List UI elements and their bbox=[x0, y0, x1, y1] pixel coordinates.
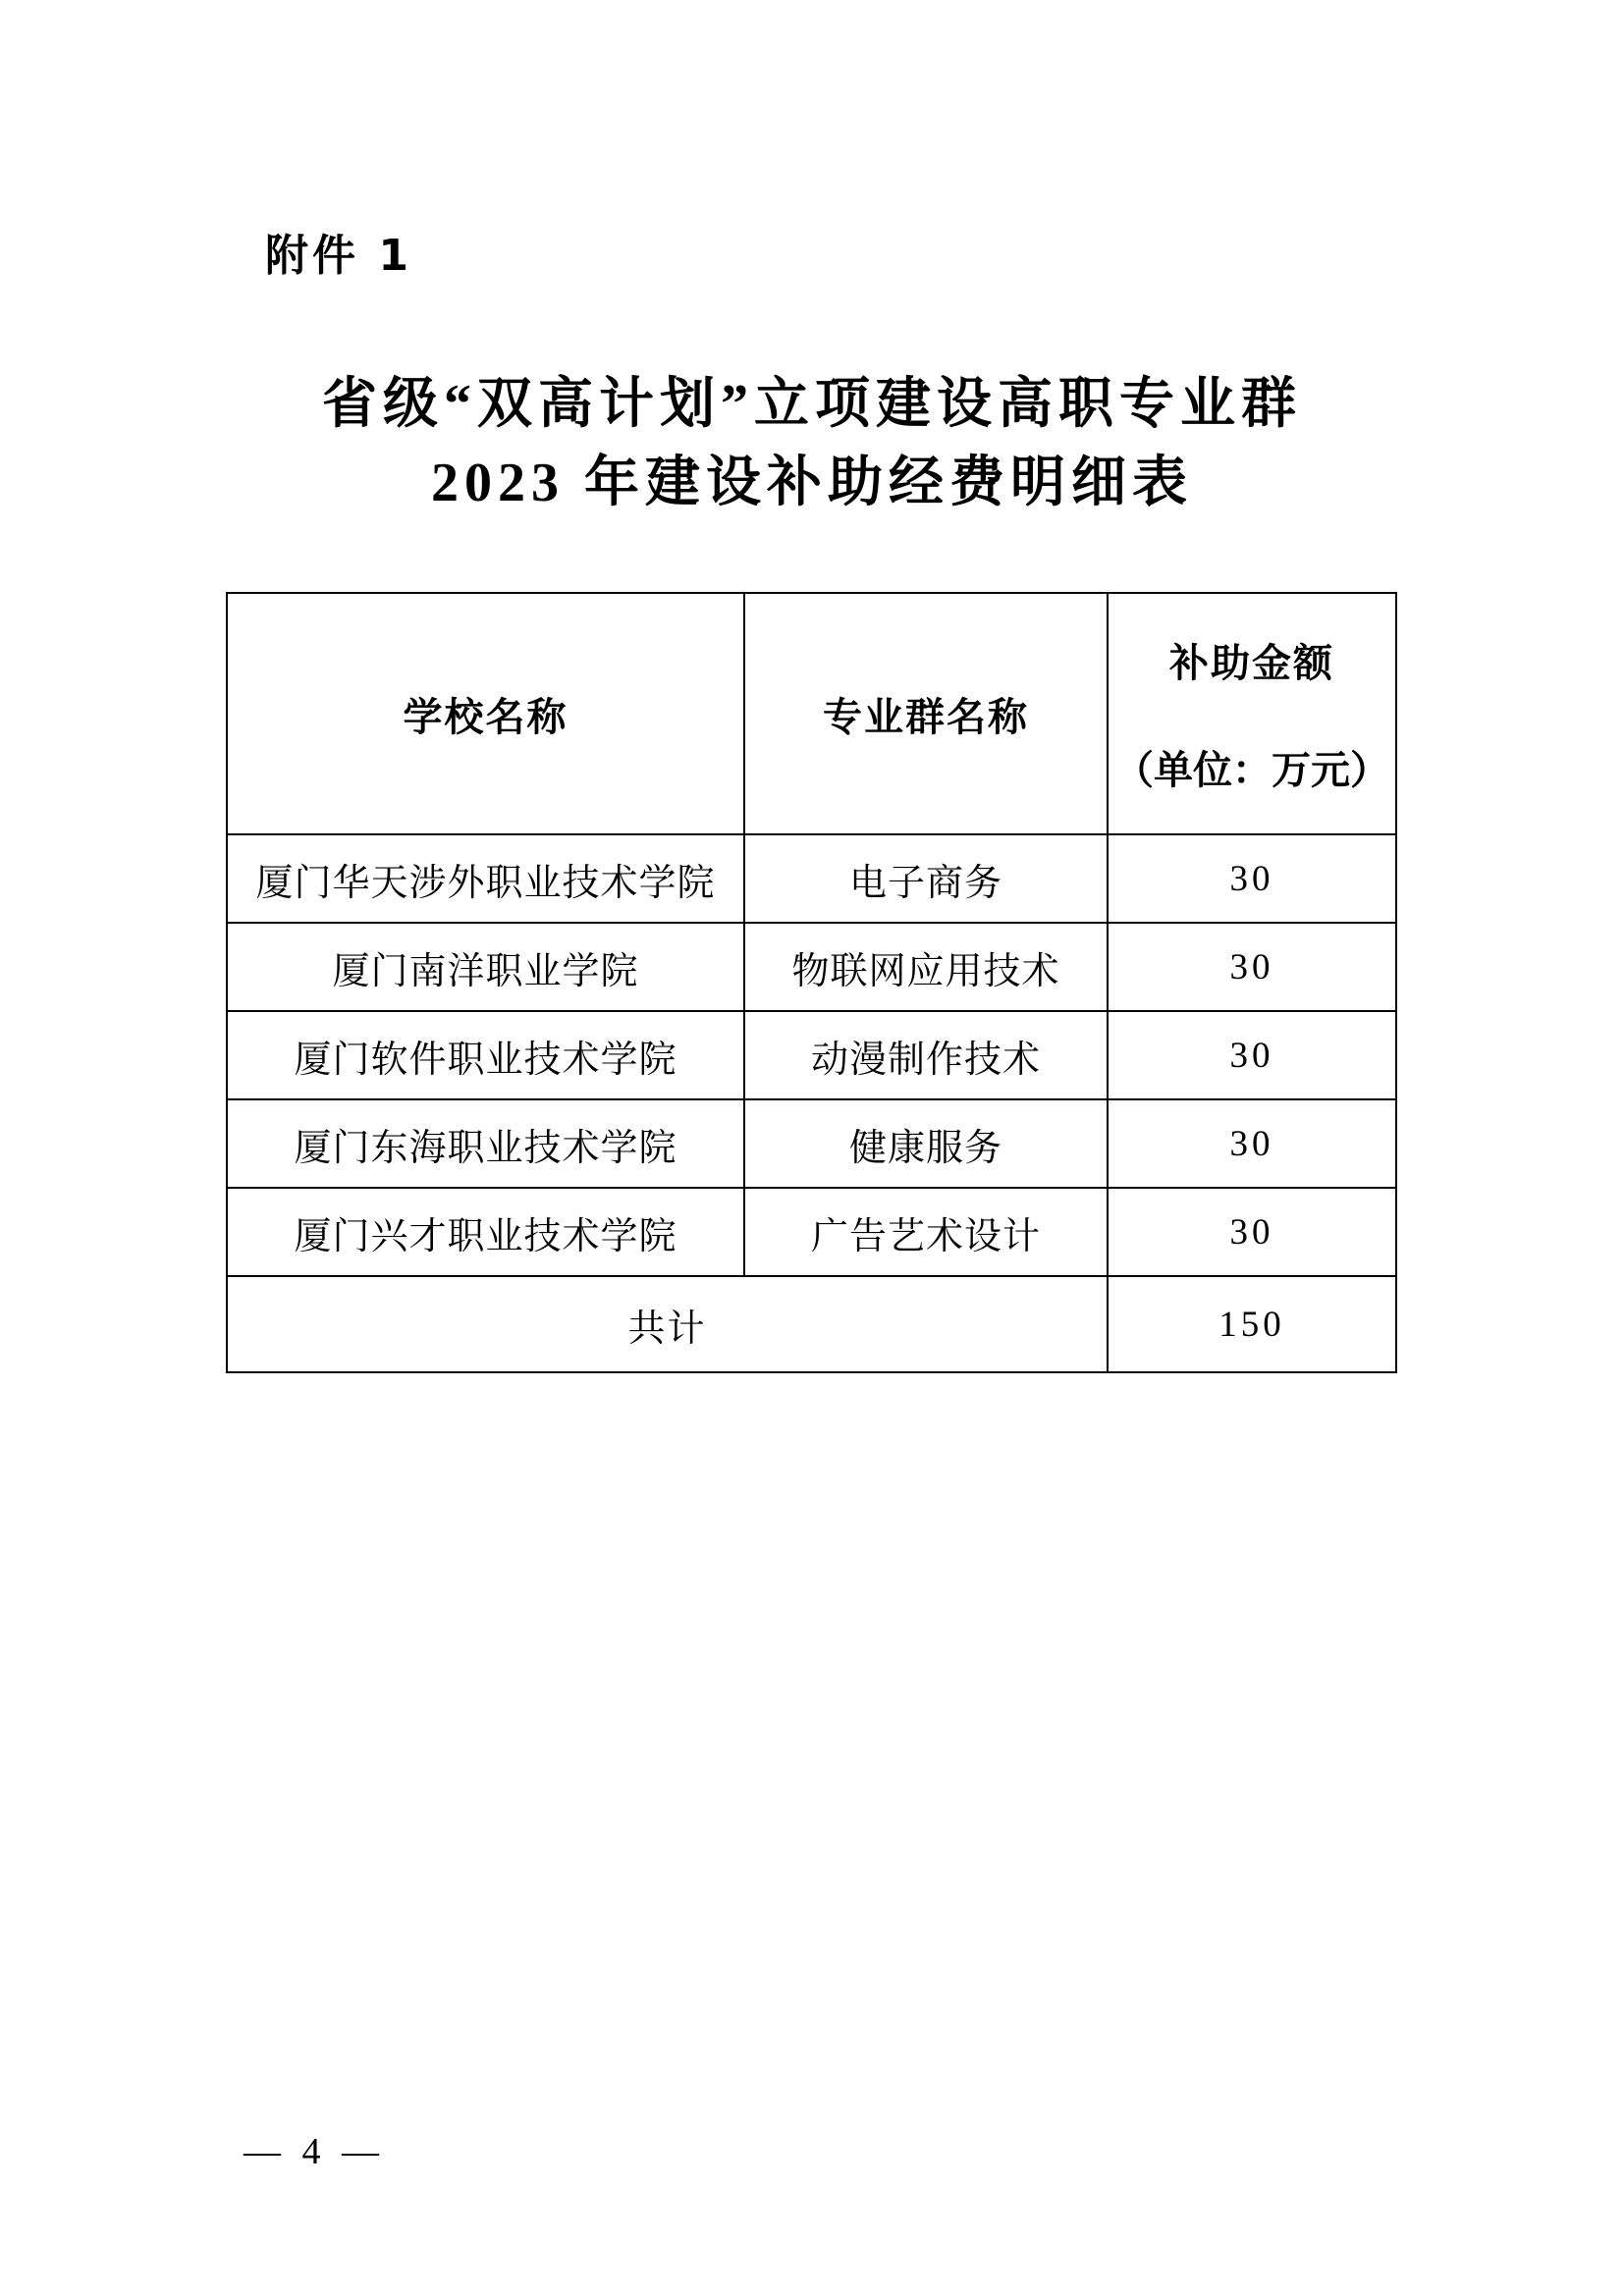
table-header-row bbox=[227, 593, 1396, 834]
school-name-cell: 厦门软件职业技术学院 bbox=[227, 1011, 744, 1099]
header-subsidy-amount bbox=[1108, 593, 1396, 834]
amount-cell: 30 bbox=[1108, 1011, 1396, 1099]
table-row bbox=[227, 923, 1396, 1011]
table-row bbox=[227, 834, 1396, 923]
header-subsidy-amount-line1: 补助金额 bbox=[1169, 641, 1334, 685]
table-row bbox=[227, 1011, 1396, 1099]
header-group-name: 专业群名称 bbox=[744, 593, 1108, 834]
group-name-cell: 动漫制作技术 bbox=[744, 1011, 1108, 1099]
page-number: — 4 — bbox=[244, 2131, 385, 2172]
title-line-2: 2023 年建设补助经费明细表 bbox=[431, 453, 1193, 513]
amount-cell: 30 bbox=[1108, 834, 1396, 923]
total-amount-cell: 150 bbox=[1108, 1276, 1396, 1372]
title-line-1: 省级“双高计划”立项建设高职专业群 bbox=[322, 374, 1302, 435]
school-name-cell: 厦门南洋职业学院 bbox=[227, 923, 744, 1011]
table-row bbox=[227, 1188, 1396, 1276]
school-name-cell: 厦门华天涉外职业技术学院 bbox=[227, 834, 744, 923]
header-subsidy-amount-unit: （单位：万元） bbox=[1114, 748, 1389, 792]
amount-cell: 30 bbox=[1108, 1188, 1396, 1276]
group-name-cell: 广告艺术设计 bbox=[744, 1188, 1108, 1276]
amount-cell: 30 bbox=[1108, 1099, 1396, 1188]
header-school-name: 学校名称 bbox=[227, 593, 744, 834]
table-row bbox=[227, 1099, 1396, 1188]
group-name-cell: 物联网应用技术 bbox=[744, 923, 1108, 1011]
group-name-cell: 健康服务 bbox=[744, 1099, 1108, 1188]
subsidy-table bbox=[226, 592, 1397, 1373]
school-name-cell: 厦门兴才职业技术学院 bbox=[227, 1188, 744, 1276]
total-label-cell: 共计 bbox=[227, 1276, 1108, 1372]
group-name-cell: 电子商务 bbox=[744, 834, 1108, 923]
amount-cell: 30 bbox=[1108, 923, 1396, 1011]
table-total-row bbox=[227, 1276, 1396, 1372]
school-name-cell: 厦门东海职业技术学院 bbox=[227, 1099, 744, 1188]
attachment-label: 附件 1 bbox=[265, 231, 412, 281]
document-title bbox=[0, 365, 1624, 522]
